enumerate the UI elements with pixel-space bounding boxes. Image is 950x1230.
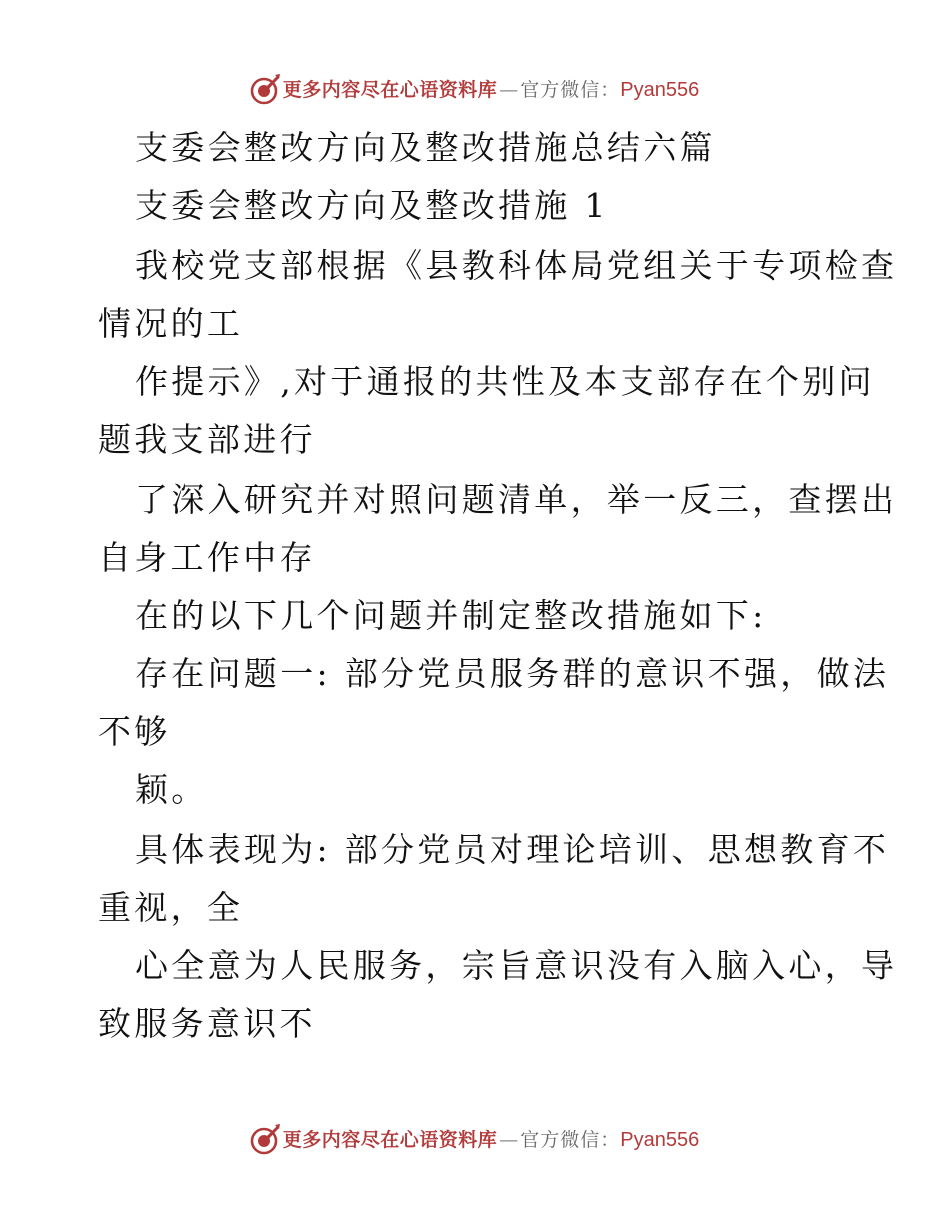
header-banner [0,70,950,110]
paragraph-line: 我校党支部根据《县教科体局党组关于专项检查 [135,246,898,285]
header-banner-inner [247,73,700,107]
paragraph-line: 重视，全 [98,888,244,927]
paragraph-line: 致服务意识不 [98,1004,316,1043]
footer-banner-lead: 更多内容尽在心语资料库 [282,1129,498,1151]
paragraph-line: 在的以下几个问题并制定整改措施如下: [135,596,767,635]
paragraph-line: 题我支部进行 [98,420,316,459]
paragraph-line: 具体表现为: 部分党员对理论培训、思想教育不 [135,830,890,869]
quill-pen-logo-icon [247,73,281,107]
header-banner-text [283,78,700,102]
header-banner-label: 官方微信： [520,79,621,101]
paragraph-line: 作提示》,对于通报的共性及本支部存在个别问 [135,362,875,401]
footer-banner-text [283,1128,700,1152]
header-banner-lead: 更多内容尽在心语资料库 [282,79,498,101]
paragraph-line: 颖。 [135,770,208,809]
document-title: 支委会整改方向及整改措施总结六篇 [135,128,716,167]
paragraph-line: 自身工作中存 [98,538,316,577]
footer-banner-dash: — [499,1129,519,1151]
footer-banner-inner [247,1123,700,1157]
paragraph-line: 心全意为人民服务，宗旨意识没有入脑入心，导 [135,946,898,985]
header-wechat-id: Pyan556 [620,79,700,101]
footer-wechat-id: Pyan556 [620,1129,700,1151]
paragraph-line: 存在问题一: 部分党员服务群的意识不强，做法 [135,654,890,693]
paragraph-line: 了深入研究并对照问题清单，举一反三，查摆出 [135,480,898,519]
paragraph-line: 不够 [98,712,171,751]
footer-banner [0,1120,950,1160]
paragraph-line: 情况的工 [98,304,244,343]
header-banner-dash: — [499,79,519,101]
section-heading: 支委会整改方向及整改措施 1 [135,186,609,225]
quill-pen-logo-icon [247,1123,281,1157]
footer-banner-label: 官方微信： [520,1129,621,1151]
